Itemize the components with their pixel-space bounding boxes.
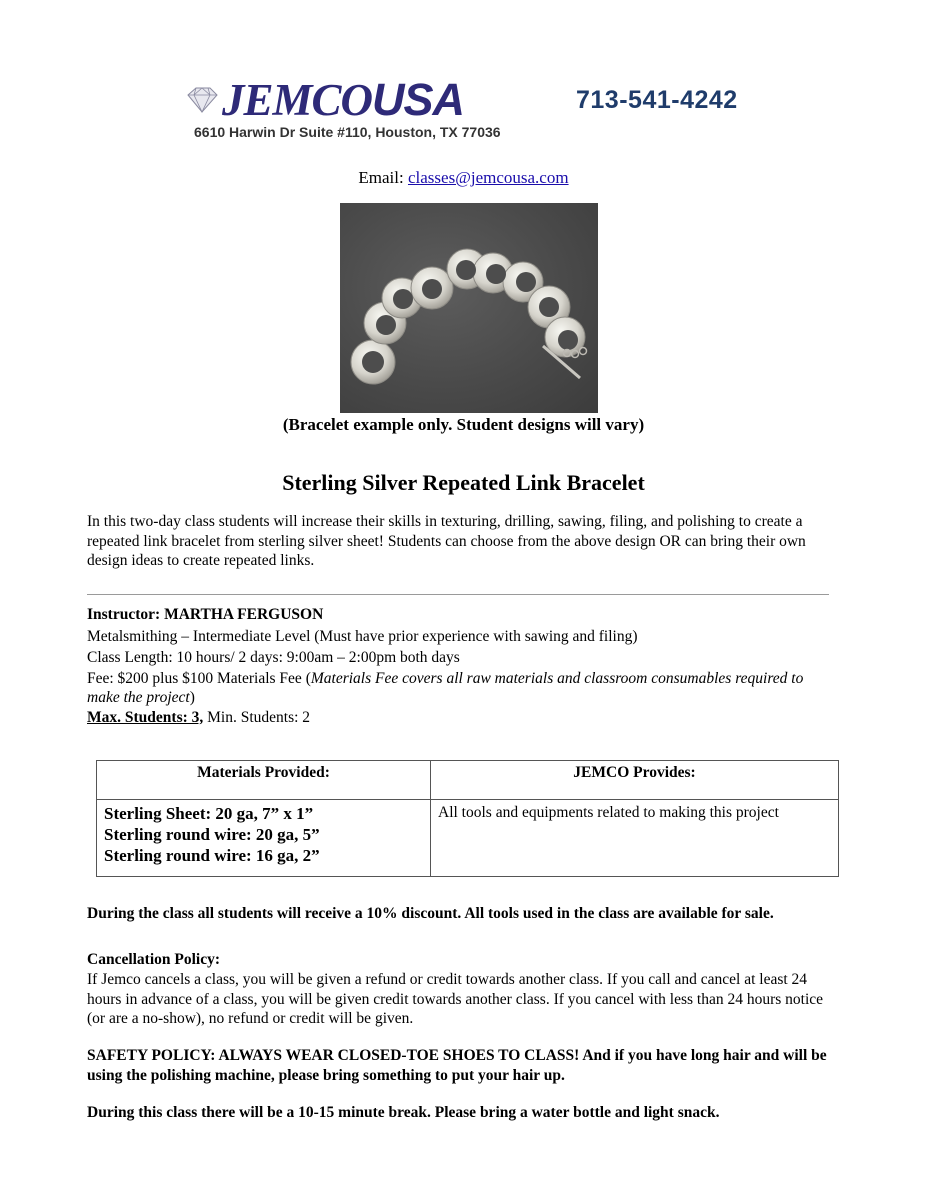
email-line (0, 168, 927, 188)
phone-number: 713-541-4242 (576, 86, 738, 114)
divider (87, 594, 829, 595)
instructor-line: Instructor: MARTHA FERGUSON (87, 606, 324, 623)
email-link[interactable]: classes@jemcousa.com (407, 168, 569, 187)
table-row (97, 800, 839, 877)
materials-table (96, 760, 839, 877)
max-students: Max. Students: 3, (87, 708, 204, 726)
class-description: In this two-day class students will increase their skills in texturing, drilling, sawing, filing, and polishing to create a repeated link bracelet from sterling silver sheet! Students can choose from the above design OR can bring their own design ideas to create repeated links. (87, 513, 806, 569)
material-item: Sterling round wire: 20 ga, 5” (104, 825, 320, 844)
discount-note: During the class all students will receive a 10% discount. All tools used in the class are available for sale. (87, 905, 774, 922)
class-details (87, 604, 832, 728)
min-students: Min. Students: 2 (203, 708, 311, 726)
cancellation-policy: If Jemco cancels a class, you will be given a refund or credit towards another class. If you call and cancel at least 24 hours in advance of a class, you will be given credit towards another class. If you cancel with less than 24 hours notice (or are a no-show), no refund or credit will be given. (87, 971, 824, 1027)
break-note: During this class there will be a 10-15 minute break. Please bring a water bottle and light snack. (87, 1104, 720, 1121)
length-line: Class Length: 10 hours/ 2 days: 9:00am – 2:00pm both days (87, 649, 460, 666)
cancellation-heading: Cancellation Policy: (87, 951, 221, 968)
students-line (87, 707, 832, 729)
photo-caption: (Bracelet example only. Student designs will vary) (282, 415, 645, 434)
jemco-provides-cell: All tools and equipments related to making this project (431, 800, 839, 877)
material-item: Sterling round wire: 16 ga, 2” (104, 846, 320, 865)
logo-text: JEMCOUSA (222, 74, 465, 125)
email-label: Email: (358, 168, 404, 187)
safety-policy: SAFETY POLICY: ALWAYS WEAR CLOSED-TOE SHOES TO CLASS! And if you have long hair and will be using the polishing machine, please bring something to put your hair up. (87, 1047, 827, 1084)
page-title: Sterling Silver Repeated Link Bracelet (282, 470, 645, 495)
fee-line: Fee: $200 plus $100 Materials Fee (Materials Fee covers all raw materials and classroom consumables required to make the project) (87, 669, 804, 706)
materials-header: Materials Provided: (97, 761, 431, 800)
letterhead (184, 76, 764, 146)
jemco-provides-header: JEMCO Provides: (431, 761, 839, 800)
fee-note: Materials Fee covers all raw materials and classroom consumables required to make the project (87, 669, 804, 706)
materials-cell (97, 800, 431, 877)
table-header-row (97, 761, 839, 800)
diamond-icon (184, 85, 220, 115)
bracelet-photo (340, 203, 598, 413)
material-item: Sterling Sheet: 20 ga, 7” x 1” (104, 804, 314, 823)
level-line: Metalsmithing – Intermediate Level (Must have prior experience with sawing and filing) (87, 627, 638, 645)
logo (184, 76, 464, 124)
instructor-name: MARTHA FERGUSON (164, 606, 324, 623)
bracelet-illustration (340, 203, 598, 413)
address: 6610 Harwin Dr Suite #110, Houston, TX 77036 (194, 124, 501, 140)
